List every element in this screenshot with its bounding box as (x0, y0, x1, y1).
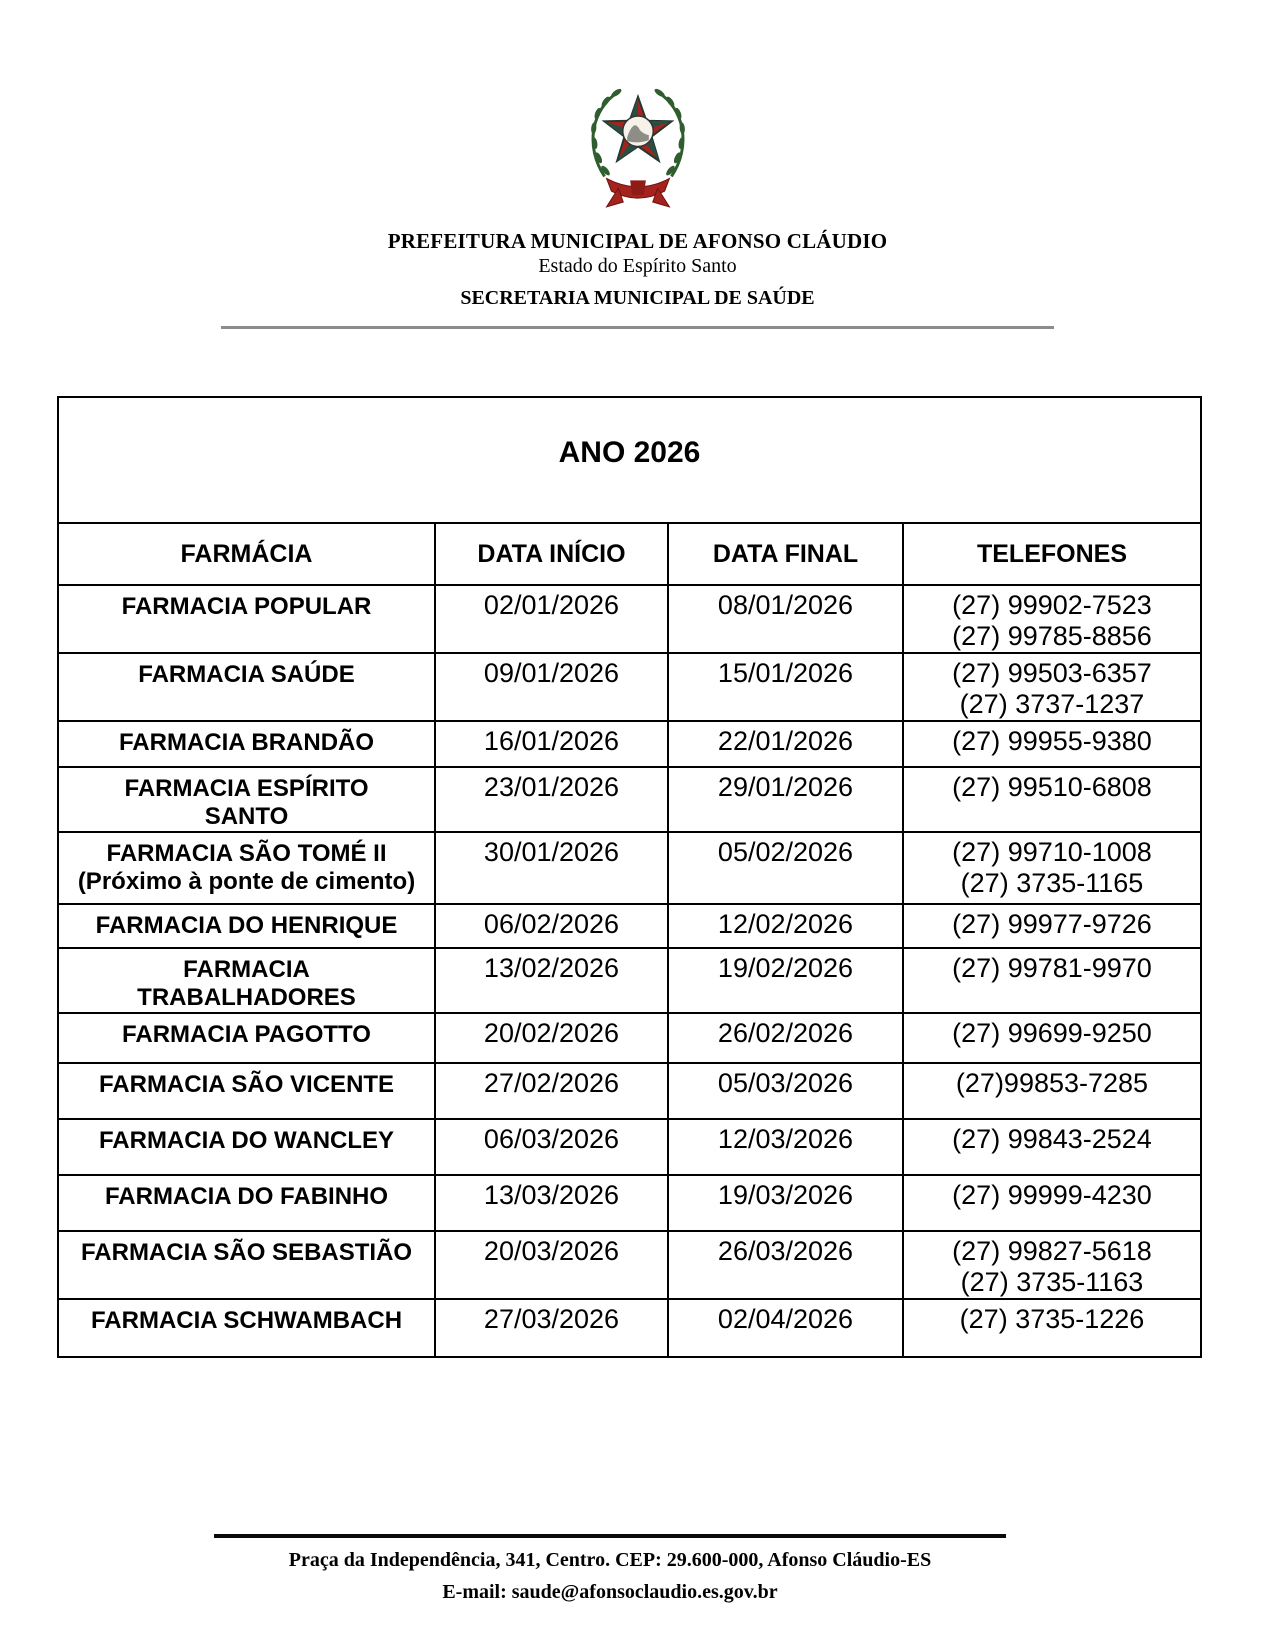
pharmacy-name-cell (58, 1175, 435, 1231)
date-final-cell (668, 1175, 903, 1231)
date-final-cell (668, 904, 903, 948)
telefones-cell (903, 904, 1201, 948)
pharmacy-name-cell (58, 585, 435, 653)
date-final: 08/01/2026 (717, 590, 854, 620)
phone-number: (27) 99843-2524 (952, 1124, 1152, 1154)
pharmacy-name-line: FARMACIA POPULAR (121, 593, 372, 620)
table-row (58, 585, 1201, 653)
date-inicio: 20/03/2026 (483, 1236, 620, 1266)
date-final: 29/01/2026 (717, 772, 854, 802)
date-inicio: 09/01/2026 (483, 658, 620, 688)
date-inicio: 23/01/2026 (483, 772, 620, 802)
date-inicio: 13/03/2026 (483, 1180, 620, 1210)
table-row (58, 767, 1201, 832)
pharmacy-name-line: FARMACIA BRANDÃO (118, 729, 375, 756)
table-row (58, 1063, 1201, 1119)
date-final-cell (668, 585, 903, 653)
date-inicio-cell (435, 1119, 668, 1175)
date-final: 15/01/2026 (717, 658, 854, 688)
date-inicio-cell (435, 653, 668, 721)
phone-number: (27) 99503-6357 (952, 658, 1152, 688)
date-final-cell (668, 1231, 903, 1299)
table-title: ANO 2026 (58, 397, 1201, 523)
telefones-cell (903, 832, 1201, 904)
telefones-cell (903, 767, 1201, 832)
date-inicio: 16/01/2026 (483, 726, 620, 756)
date-inicio: 02/01/2026 (483, 590, 620, 620)
column-header-row (58, 523, 1201, 585)
date-inicio-cell (435, 1299, 668, 1357)
date-final: 22/01/2026 (717, 726, 854, 756)
pharmacy-name-line: FARMACIA SCHWAMBACH (90, 1307, 403, 1334)
date-final: 12/03/2026 (717, 1124, 854, 1154)
table-row (58, 1299, 1201, 1357)
phone-number: (27) 99977-9726 (952, 909, 1152, 939)
telefones-cell (903, 1299, 1201, 1357)
espirito-santo-coat-of-arms-icon (579, 76, 697, 214)
date-final-cell (668, 653, 903, 721)
col-farmacia: FARMÁCIA (58, 523, 435, 585)
pharmacy-name-line: FARMACIA SAÚDE (138, 661, 355, 688)
pharmacy-name-line: FARMACIA DO WANCLEY (98, 1127, 395, 1154)
telefones-cell (903, 1231, 1201, 1299)
phone-number: (27) 99510-6808 (952, 772, 1152, 802)
pharmacy-name-cell (58, 1063, 435, 1119)
telefones-cell (903, 721, 1201, 767)
date-final-cell (668, 832, 903, 904)
date-inicio: 30/01/2026 (483, 837, 620, 867)
phone-number: (27) 99699-9250 (952, 1018, 1152, 1048)
pharmacy-name-cell (58, 1299, 435, 1357)
org-name: PREFEITURA MUNICIPAL DE AFONSO CLÁUDIO (387, 229, 888, 253)
pharmacy-name-line: FARMACIA SÃO SEBASTIÃO (80, 1239, 413, 1266)
date-inicio-cell (435, 1231, 668, 1299)
table-row (58, 948, 1201, 1013)
telefones-cell (903, 948, 1201, 1013)
phone-number: (27) 3735-1226 (959, 1304, 1145, 1334)
phone-number: (27) 99781-9970 (952, 953, 1152, 983)
pharmacy-name-line: FARMACIA DO FABINHO (104, 1183, 389, 1210)
table-row (58, 1013, 1201, 1063)
pharmacy-schedule-table (57, 396, 1202, 1358)
date-inicio: 20/02/2026 (483, 1018, 620, 1048)
pharmacy-name-line: FARMACIA (183, 956, 310, 983)
email-line: E-mail: saude@afonsoclaudio.es.gov.br (442, 1581, 778, 1603)
pharmacy-name-cell (58, 1013, 435, 1063)
date-final: 19/03/2026 (717, 1180, 854, 1210)
date-inicio-cell (435, 832, 668, 904)
date-final-cell (668, 721, 903, 767)
table-row (58, 1119, 1201, 1175)
phone-number: (27) 3735-1163 (960, 1267, 1144, 1297)
pharmacy-name-cell (58, 832, 435, 904)
pharmacy-name-line: FARMACIA ESPÍRITO (124, 775, 369, 802)
phone-number: (27) 99785-8856 (952, 621, 1152, 651)
phone-number: (27) 99999-4230 (952, 1180, 1152, 1210)
phone-number: (27) 3737-1237 (959, 689, 1145, 719)
pharmacy-name-cell (58, 767, 435, 832)
date-inicio-cell (435, 1013, 668, 1063)
date-inicio: 06/03/2026 (483, 1124, 620, 1154)
date-final-cell (668, 948, 903, 1013)
date-inicio: 27/02/2026 (483, 1068, 620, 1098)
date-inicio: 27/03/2026 (483, 1304, 620, 1334)
pharmacy-name-cell (58, 904, 435, 948)
pharmacy-name-line: FARMACIA DO HENRIQUE (95, 912, 398, 939)
date-final: 12/02/2026 (717, 909, 854, 939)
date-inicio-cell (435, 721, 668, 767)
col-data-inicio: DATA INÍCIO (435, 523, 668, 585)
pharmacy-name-line: FARMACIA SÃO VICENTE (98, 1071, 395, 1098)
document-footer (0, 1534, 1275, 1608)
telefones-cell (903, 1175, 1201, 1231)
header-divider (221, 326, 1054, 329)
date-inicio-cell (435, 767, 668, 832)
date-final: 19/02/2026 (717, 953, 854, 983)
date-final: 26/02/2026 (717, 1018, 854, 1048)
pharmacy-name-line: (Próximo à ponte de cimento) (77, 868, 416, 895)
date-final: 02/04/2026 (717, 1304, 854, 1334)
date-final-cell (668, 1119, 903, 1175)
date-final-cell (668, 1063, 903, 1119)
date-final: 05/02/2026 (717, 837, 854, 867)
date-final: 05/03/2026 (717, 1068, 854, 1098)
date-inicio-cell (435, 1175, 668, 1231)
table-row (58, 1231, 1201, 1299)
pharmacy-name-cell (58, 721, 435, 767)
pharmacy-name-line: FARMACIA SÃO TOMÉ II (106, 840, 387, 867)
date-final-cell (668, 1299, 903, 1357)
col-telefones: TELEFONES (903, 523, 1201, 585)
pharmacy-name-line: SANTO (204, 803, 289, 830)
phone-number: (27) 99955-9380 (952, 726, 1152, 756)
date-inicio-cell (435, 948, 668, 1013)
state-name: Estado do Espírito Santo (538, 255, 737, 277)
phone-number: (27) 99827-5618 (952, 1236, 1152, 1266)
telefones-cell (903, 1013, 1201, 1063)
date-final: 26/03/2026 (717, 1236, 854, 1266)
date-inicio: 13/02/2026 (483, 953, 620, 983)
table-title-row (58, 397, 1201, 523)
address-line: Praça da Independência, 341, Centro. CEP: 29.600-000, Afonso Cláudio-ES (288, 1549, 932, 1571)
date-final-cell (668, 767, 903, 832)
date-inicio: 06/02/2026 (483, 909, 620, 939)
telefones-cell (903, 585, 1201, 653)
telefones-cell (903, 1119, 1201, 1175)
pharmacy-name-line: TRABALHADORES (137, 984, 356, 1011)
telefones-cell (903, 1063, 1201, 1119)
pharmacy-name-cell (58, 1119, 435, 1175)
date-inicio-cell (435, 904, 668, 948)
date-inicio-cell (435, 585, 668, 653)
date-final-cell (668, 1013, 903, 1063)
table-row (58, 904, 1201, 948)
col-data-final: DATA FINAL (668, 523, 903, 585)
department-name: SECRETARIA MUNICIPAL DE SAÚDE (460, 287, 815, 309)
phone-number: (27) 3735-1165 (960, 868, 1144, 898)
table-row (58, 832, 1201, 904)
date-inicio-cell (435, 1063, 668, 1119)
table-row (58, 721, 1201, 767)
document-header (0, 0, 1275, 329)
phone-number: (27) 99902-7523 (952, 590, 1152, 620)
table-row (58, 1175, 1201, 1231)
pharmacy-name-line: FARMACIA PAGOTTO (122, 1021, 371, 1048)
pharmacy-name-cell (58, 1231, 435, 1299)
pharmacy-name-cell (58, 948, 435, 1013)
table-row (58, 653, 1201, 721)
pharmacy-name-cell (58, 653, 435, 721)
telefones-cell (903, 653, 1201, 721)
phone-number: (27)99853-7285 (955, 1068, 1149, 1098)
footer-divider (214, 1534, 1006, 1538)
phone-number: (27) 99710-1008 (952, 837, 1152, 867)
